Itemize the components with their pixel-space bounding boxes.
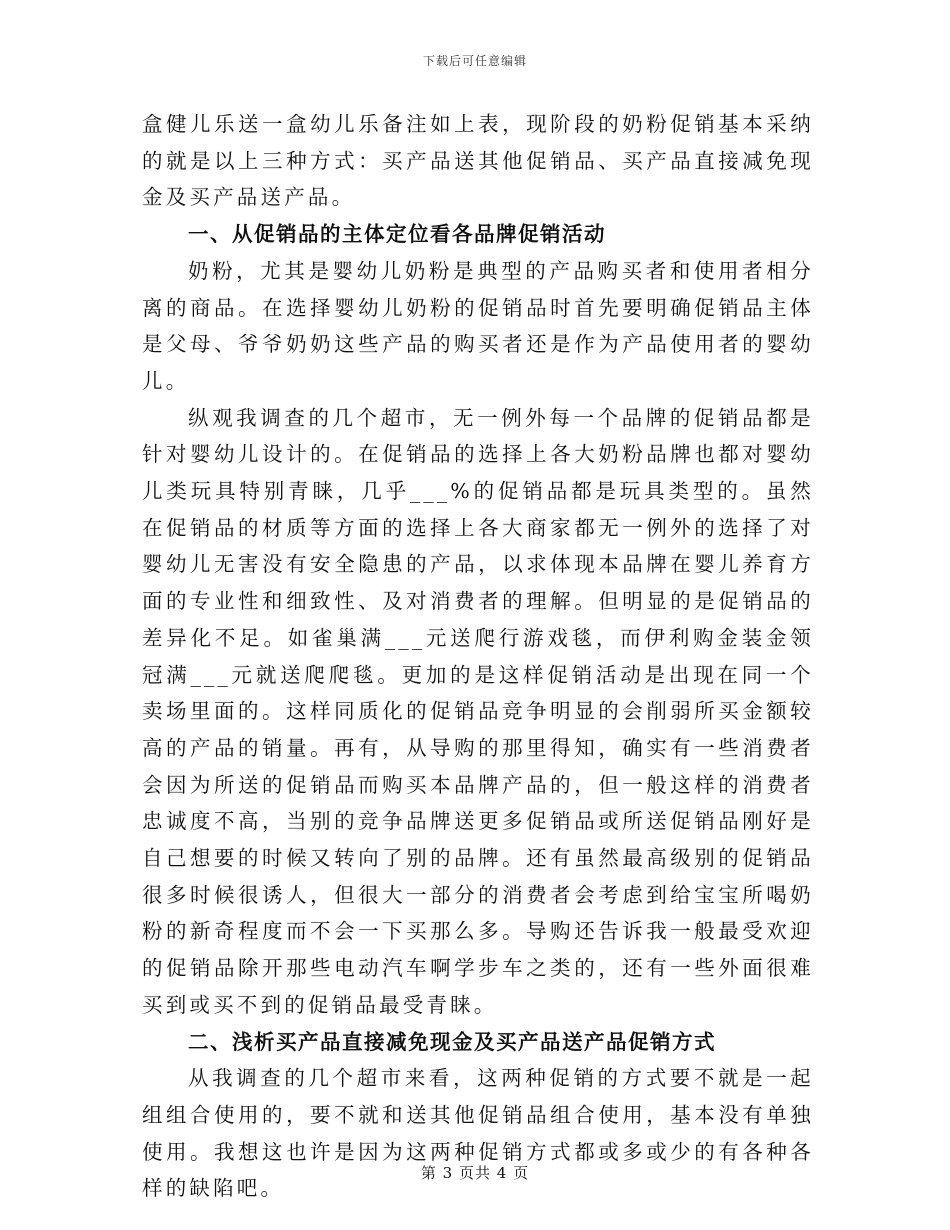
page-header: 下载后可任意编辑 xyxy=(422,54,527,68)
paragraph-2: 奶粉，尤其是婴幼儿奶粉是典型的产品购买者和使用者相分离的商品。在选择婴幼儿奶粉的促销品时首先要明确促销品主体是父母、爷爷奶奶这些产品的购买者还是作为产品使用者的婴幼儿。 xyxy=(142,258,814,393)
page-footer: 第 3 页共 4 页 xyxy=(420,1164,530,1182)
section-heading-2: 二、浅析买产品直接减免现金及买产品送产品促销方式 xyxy=(188,1029,716,1054)
document-body xyxy=(142,106,814,1207)
paragraph-4: 从我调查的几个超市来看，这两种促销的方式要不就是一起组组合使用的，要不就和送其他促销品组合使用，基本没有单独使用。我想这也许是因为这两种促销方式都或多或少的有各种各样的缺陷吧。 xyxy=(142,1066,814,1201)
section-heading-1: 一、从促销品的主体定位看各品牌促销活动 xyxy=(188,222,606,247)
paragraph-3: 纵观我调查的几个超市，无一例外每一个品牌的促销品都是针对婴幼儿设计的。在促销品的选择上各大奶粉品牌也都对婴幼儿类玩具特别青睐，几乎___%的促销品都是玩具类型的。虽然在促销品的材质等方面的选择上各大商家都无一例外的选择了对婴幼儿无害没有安全隐患的产品，以求体现本品牌在婴儿养育方面的专业性和细致性、及对消费者的理解。但明显的是促销品的差异化不足。如雀巢满___元送爬行游戏毯，而伊利购金装金领冠满___元就送爬爬毯。更加的是这样促销活动是出现在同一个卖场里面的。这样同质化的促销品竞争明显的会削弱所买金额较高的产品的销量。再有，从导购的那里得知，确实有一些消费者会因为所送的促销品而购买本品牌产品的，但一般这样的消费者忠诚度不高，当别的竞争品牌送更多促销品或所送促销品刚好是自己想要的时候又转向了别的品牌。还有虽然最高级别的促销品很多时候很诱人，但很大一部分的消费者会考虑到给宝宝所喝奶粉的新奇程度而不会一下买那么多。导购还告诉我一般最受欢迎的促销品除开那些电动汽车啊学步车之类的，还有一些外面很难买到或买不到的促销品最受青睐。 xyxy=(142,405,814,1017)
paragraph-1: 盒健儿乐送一盒幼儿乐备注如上表，现阶段的奶粉促销基本采纳的就是以上三种方式：买产品送其他促销品、买产品直接减免现金及买产品送产品。 xyxy=(142,112,814,210)
